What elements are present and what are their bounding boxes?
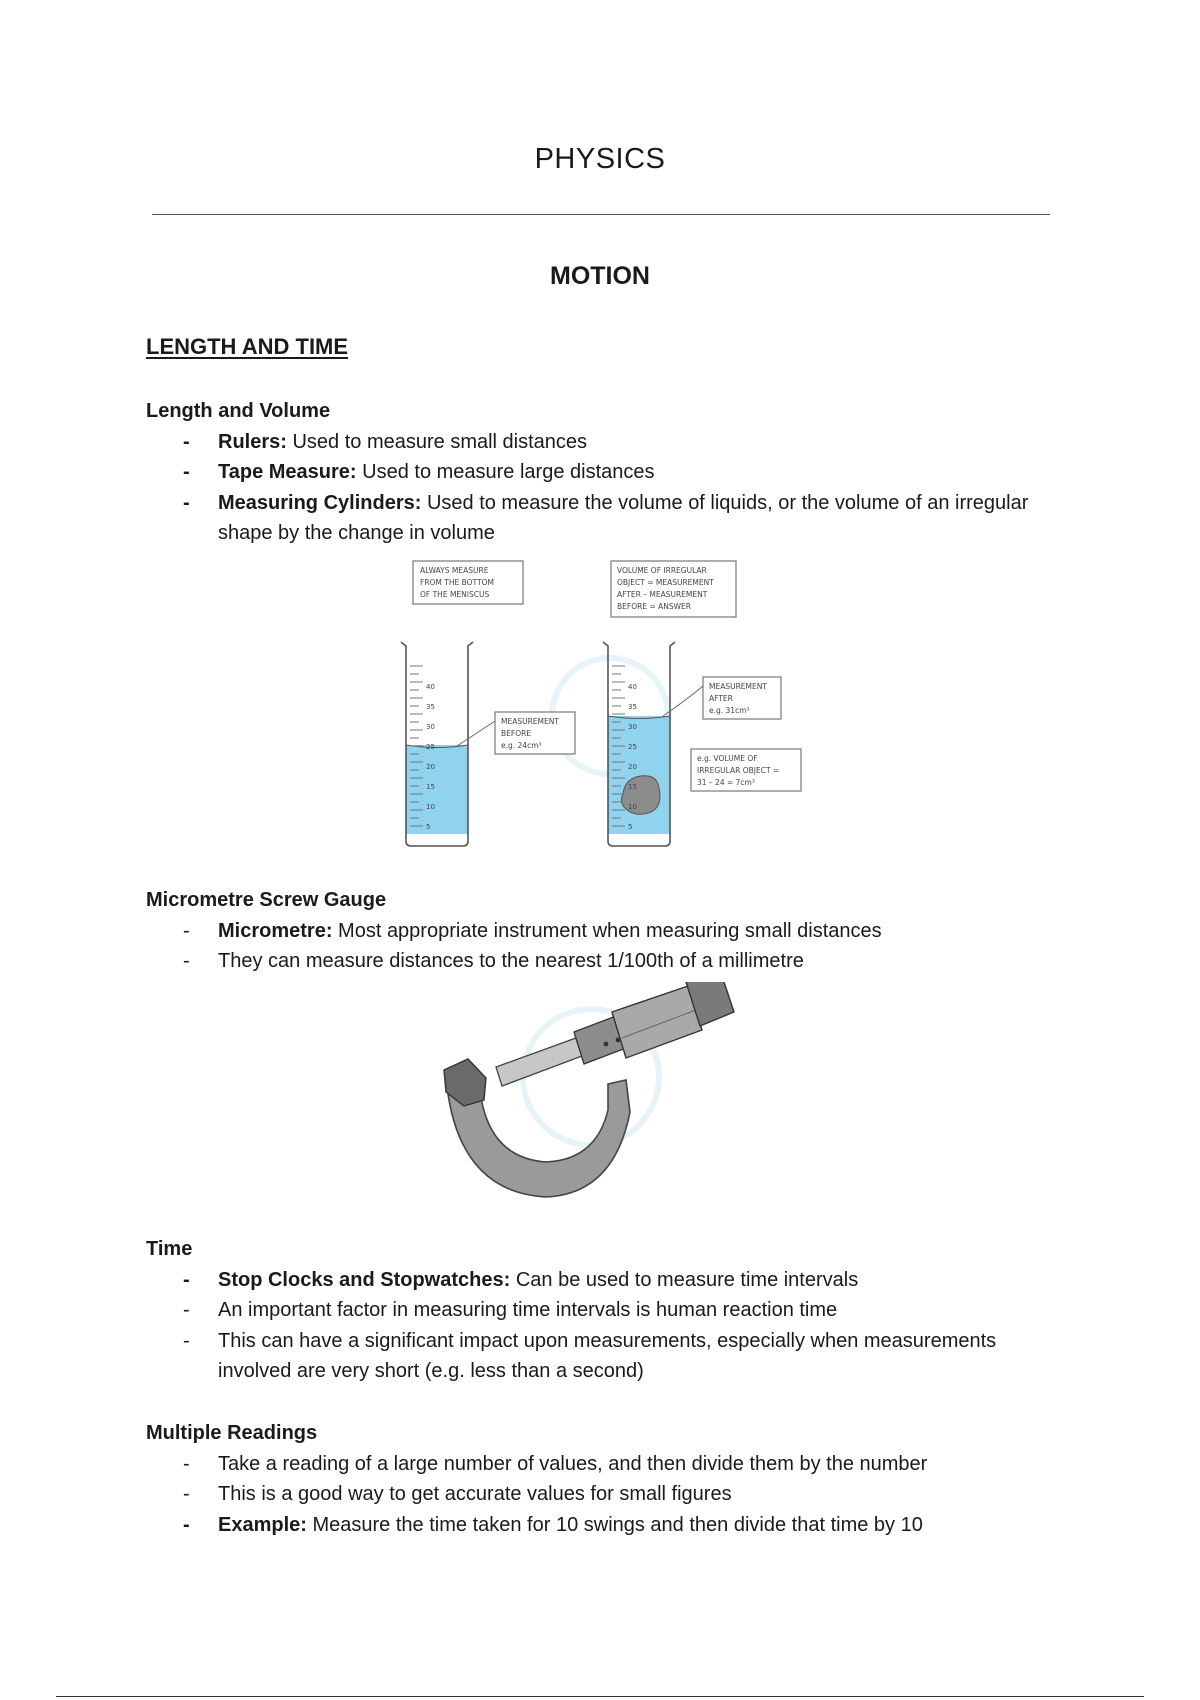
scale-label: 10 (426, 803, 435, 811)
note-line: AFTER (709, 694, 733, 703)
list-item-term: Tape Measure: (218, 461, 357, 483)
list-item-term: Micrometre: (218, 919, 333, 942)
micrometer-section (146, 885, 1066, 977)
scale-label: 5 (628, 823, 633, 831)
multiple-readings-list (146, 1449, 1066, 1541)
note-line: VOLUME OF IRREGULAR (617, 566, 707, 575)
list-item (146, 916, 1066, 947)
note-irregular (611, 561, 736, 617)
list-item-text: Used to measure large distances (356, 461, 655, 483)
scale-label: 30 (426, 723, 435, 731)
list-item-text: This can have a significant impact upon measurements, especially when measurements involved are very short (e.g. less than a second) (218, 1329, 997, 1382)
water-after (608, 716, 670, 834)
note-line: IRREGULAR OBJECT = (697, 766, 780, 775)
list-item-text: Measure the time taken for 10 swings and then divide that time by 10 (306, 1513, 923, 1536)
scale-label: 30 (628, 723, 637, 731)
list-item-term: Example: (218, 1513, 307, 1536)
micrometer-illustration (436, 982, 766, 1202)
note-line: 31 – 24 = 7cm³ (697, 778, 755, 787)
spindle (496, 1038, 582, 1086)
list-item-text: Take a reading of a large number of values, and then divide them by the number (218, 1452, 928, 1475)
list-item-text: They can measure distances to the nearest 1/100th of a millimetre (218, 950, 804, 972)
note-line: MEASUREMENT (501, 717, 559, 726)
list-item (146, 1449, 1066, 1480)
list-item-term: Stop Clocks and Stopwatches: (218, 1268, 511, 1291)
length-volume-heading: Length and Volume (146, 400, 331, 422)
scale-label: 5 (426, 823, 431, 831)
title-divider (152, 214, 1050, 215)
scale-label: 25 (426, 743, 435, 751)
list-item (146, 1510, 1066, 1541)
scale-label: 20 (426, 763, 435, 771)
length-volume-list (146, 427, 1066, 549)
list-item-term: Measuring Cylinders: (218, 491, 422, 514)
time-heading: Time (146, 1238, 193, 1260)
list-item (146, 457, 1066, 488)
scale-label: 25 (628, 743, 637, 751)
note-line: BEFORE = ANSWER (617, 602, 691, 611)
note-line: FROM THE BOTTOM (420, 578, 494, 587)
list-item (146, 1326, 1066, 1387)
length-volume-section (146, 396, 1066, 549)
note-line: OF THE MENISCUS (420, 590, 490, 599)
list-item-text: Used to measure small distances (286, 430, 588, 453)
note-line: e.g. VOLUME OF (697, 754, 758, 763)
list-item (146, 1265, 1066, 1296)
list-item (146, 946, 1066, 977)
thimble (612, 986, 702, 1058)
scale-label: 10 (628, 803, 637, 811)
multiple-readings-section (146, 1418, 1066, 1540)
scale-label: 40 (628, 683, 637, 691)
list-item (146, 427, 1066, 458)
micrometer-list (146, 916, 1066, 977)
note-line: BEFORE (501, 729, 532, 738)
note-line: OBJECT = MEASUREMENT (617, 578, 714, 587)
list-item-text: Most appropriate instrument when measuring small distances (332, 919, 882, 942)
list-item-text: This is a good way to get accurate values for small figures (218, 1483, 732, 1505)
scale-label: 15 (426, 783, 435, 791)
list-item-text: Can be used to measure time intervals (510, 1268, 859, 1291)
list-item-text: Used to measure the volume of liquids, or the volume of an irregular shape by the change in volume (218, 491, 1029, 544)
measuring-cylinder-diagram (395, 556, 815, 851)
scale-label: 35 (426, 703, 435, 711)
page-bottom-divider (56, 1696, 1144, 1697)
note-before (457, 712, 575, 754)
scale-label: 20 (628, 763, 637, 771)
section-heading: LENGTH AND TIME (146, 334, 349, 359)
note-line: ALWAYS MEASURE (420, 566, 489, 575)
micrometer-heading: Micrometre Screw Gauge (146, 889, 387, 911)
list-item (146, 1479, 1066, 1510)
note-line: MEASUREMENT (709, 682, 767, 691)
list-item (146, 488, 1066, 549)
list-item-text: An important factor in measuring time intervals is human reaction time (218, 1299, 838, 1321)
scale-label: 35 (628, 703, 637, 711)
note-line: AFTER – MEASUREMENT (617, 590, 708, 599)
scale-label: 40 (426, 683, 435, 691)
note-after (663, 677, 781, 719)
list-item-term: Rulers: (218, 430, 287, 453)
water-before (406, 745, 468, 834)
list-item (146, 1295, 1066, 1326)
note-line: e.g. 31cm³ (709, 706, 750, 715)
note-meniscus (413, 561, 523, 604)
cylinder-before (401, 642, 473, 846)
multiple-readings-heading: Multiple Readings (146, 1422, 318, 1444)
time-section (146, 1234, 1066, 1387)
note-result (691, 749, 801, 791)
time-list (146, 1265, 1066, 1387)
cylinder-after (603, 642, 675, 846)
page-title: PHYSICS (534, 143, 666, 175)
scale-label: 15 (628, 783, 637, 791)
chapter-title: MOTION (550, 262, 650, 290)
note-line: e.g. 24cm³ (501, 741, 542, 750)
